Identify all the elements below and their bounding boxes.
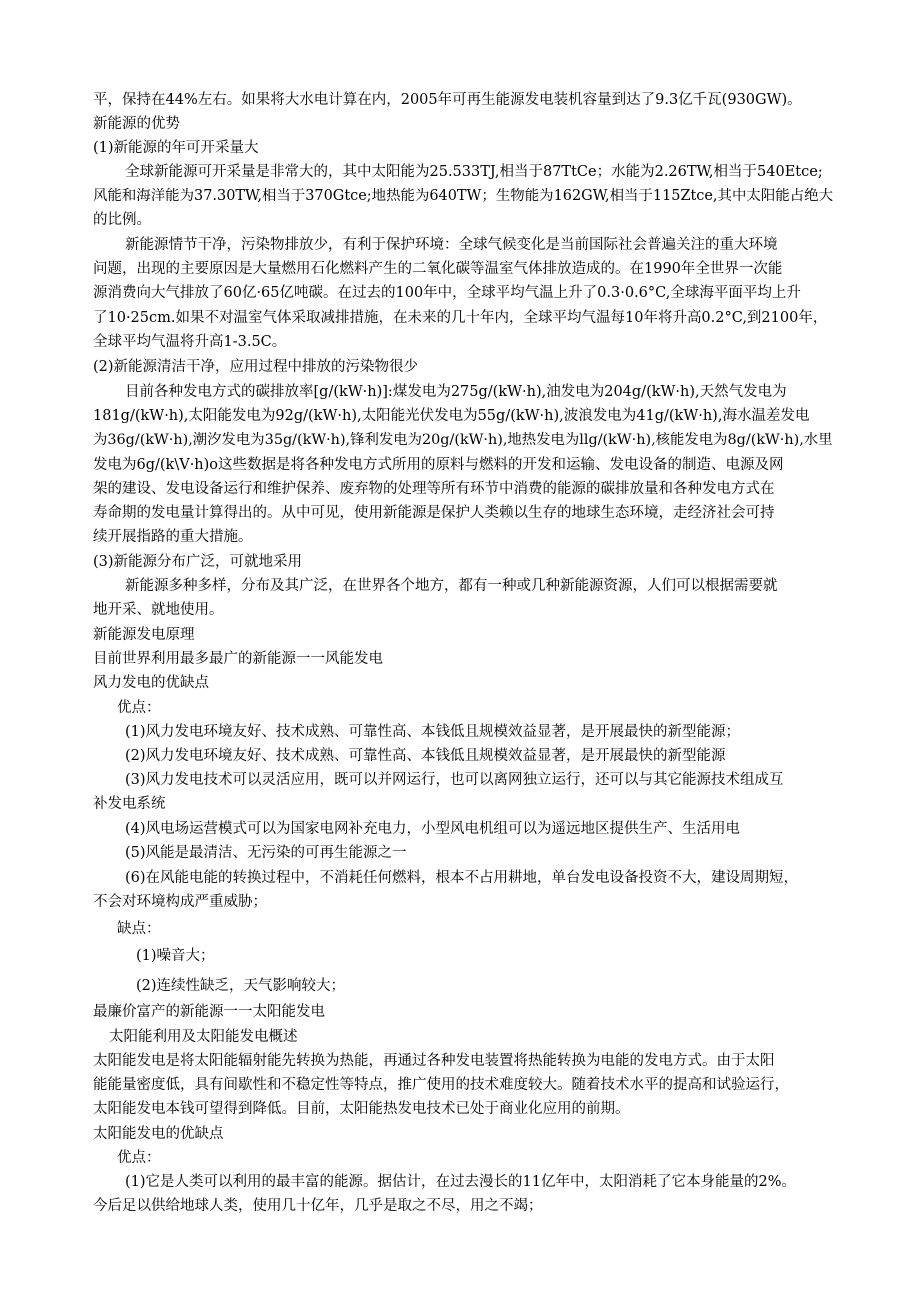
text-line: 能能量密度低，具有间歇性和不稳定性等特点，推广使用的技术难度较大。随着技术水平的提高和试验运行，	[93, 1077, 789, 1094]
text-line: (2)风力发电环境友好、技术成熟、可靠性高、本钱低且规模效益显著，是开展最快的新型能源	[125, 748, 726, 764]
subheading-wind-pros-cons	[93, 671, 833, 695]
subheading-advantage-3	[93, 550, 833, 574]
wind-pros-label	[93, 696, 833, 720]
section-heading-wind	[93, 647, 833, 671]
text-line: 太阳能发电本钱可望得到降低。目前，太阳能热发电技术已处于商业化应用的前期。	[93, 1101, 630, 1118]
paragraph-environment	[93, 233, 833, 354]
text-line: 不会对环境构成严重威胁；	[93, 894, 267, 911]
wind-con-item-2	[93, 974, 833, 998]
text-line: 的比例。	[93, 212, 151, 229]
heading-text: 太阳能发电的优缺点	[93, 1126, 224, 1142]
wind-pro-item-4	[93, 817, 833, 841]
text-line: (1)噪音大；	[136, 948, 215, 964]
text-line: 新能源多种多样，分布及其广泛，在世界各个地方，都有一种或几种新能源资源，人们可以根据需要就	[125, 578, 778, 594]
heading-text: (1)新能源的年可开采量大	[93, 140, 259, 156]
text-line: 地开采、就地使用。	[93, 602, 224, 619]
heading-text: 新能源的优势	[93, 116, 180, 132]
paragraph-emissions	[93, 380, 833, 549]
heading-text: 最廉价富产的新能源一一太阳能发电	[93, 1004, 325, 1020]
label-text: 优点：	[117, 700, 161, 716]
heading-text: (3)新能源分布广泛，可就地采用	[93, 554, 303, 570]
wind-pro-item-3	[93, 768, 833, 816]
text-line: (1)风力发电环境友好、技术成熟、可靠性高、本钱低且规模效益显著，是开展最快的新型能源；	[125, 724, 741, 740]
text-line: 发电为6g/(k\V·h)o这些数据是将各种发电方式所用的原料与燃料的开发和运输、发电设备的制造、电源及网	[93, 456, 784, 473]
text-line: (1)它是人类可以利用的最丰富的能源。据估计，在过去漫长的11亿年中，太阳消耗了它本身能量的2%。	[125, 1174, 796, 1190]
text-line: 全球新能源可开采量是非常大的，其中太阳能为25.533TJ,相当于87TtCe；水能为2.26TW,相当于540Etce;	[125, 164, 823, 180]
text-line: 新能源情节干净，污染物排放少，有利于保护环境：全球气候变化是当前国际社会普遍关注的重大环境	[125, 237, 778, 253]
text-line: 今后足以供给地球人类，使用几十亿年，几乎是取之不尽，用之不竭；	[93, 1198, 543, 1215]
text-line: 补发电系统	[93, 796, 166, 813]
wind-pro-item-5	[93, 841, 833, 865]
subheading-solar-overview	[93, 1025, 833, 1049]
solar-pros-label	[93, 1146, 833, 1170]
text-line: 181g/(kW·h),太阳能发电为92g/(kW·h),太阳能光伏发电为55g/(kW·h),波浪发电为41g/(kW·h),海水温差发电	[93, 408, 810, 425]
heading-text: 新能源发电原理	[93, 627, 195, 643]
intro-paragraph	[93, 88, 833, 112]
subheading-advantage-1	[93, 136, 833, 160]
text-line: 为36g/(kW·h),潮汐发电为35g/(kW·h),锋利发电为20g/(kW·h),地热发电为llg/(kW·h),核能发电为8g/(kW·h),水里	[93, 432, 833, 449]
heading-text: 太阳能利用及太阳能发电概述	[109, 1029, 298, 1045]
text-line: 问题，出现的主要原因是大量燃用石化燃料产生的二氧化碳等温室气体排放造成的。在1990年全世界一次能	[93, 261, 783, 278]
wind-pro-item-6	[93, 866, 833, 914]
text-line: 目前各种发电方式的碳排放率[g/(kW·h)]:煤发电为275g/(kW·h),油发电为204g/(kW·h),天然气发电为	[125, 384, 787, 400]
text-line: (2)连续性缺乏，天气影响较大；	[136, 978, 346, 994]
text-line: 架的建设、发电设备运行和维护保养、废弃物的处理等所有环节中消费的能源的碳排放量和各种发电方式在	[93, 480, 775, 497]
text-line: (5)风能是最清洁、无污染的可再生能源之一	[125, 845, 407, 861]
heading-text: 目前世界利用最多最广的新能源一一风能发电	[93, 651, 383, 667]
paragraph-distribution	[93, 574, 833, 622]
wind-pro-item-2	[93, 744, 833, 768]
paragraph-solar	[93, 1049, 833, 1122]
section-heading-advantages	[93, 112, 833, 136]
section-heading-principle	[93, 623, 833, 647]
subheading-solar-pros-cons	[93, 1122, 833, 1146]
text-line: 源消费向大气排放了60亿·65亿吨碳。在过去的100年中，全球平均气温上升了0.3·0.6°C,全球海平面平均上升	[93, 285, 801, 302]
wind-pro-item-1	[93, 720, 833, 744]
wind-cons-label	[93, 917, 833, 941]
heading-text: (2)新能源清洁干净，应用过程中排放的污染物很少	[93, 359, 419, 375]
text-line: 了10·25cm.如果不对温室气体采取减排措施，在未来的几十年内，全球平均气温每10年将升高0.2°C,到2100年，	[93, 309, 828, 326]
section-heading-solar	[93, 1000, 833, 1024]
text-line: 续开展指路的重大措施。	[93, 529, 253, 546]
label-text: 优点：	[117, 1150, 161, 1166]
subheading-advantage-2	[93, 355, 833, 379]
solar-pro-item-1	[93, 1170, 833, 1218]
text-line: 全球平均气温将升高1-3.5C。	[93, 333, 287, 350]
paragraph-reserves	[93, 160, 833, 233]
text-line: (6)在风能电能的转换过程中，不消耗任何燃料，根本不占用耕地，单台发电设备投资不大，建设周期短，	[125, 870, 799, 886]
text-line: 太阳能发电是将太阳能辐射能先转换为热能，再通过各种发电装置将热能转换为电能的发电方式。由于太阳	[93, 1053, 775, 1069]
text-line: 寿命期的发电量计算得出的。从中可见，使用新能源是保护人类赖以生存的地球生态环境，走经济社会可持	[93, 505, 775, 522]
text-line: (3)风力发电技术可以灵活应用，既可以并网运行，也可以离网独立运行，还可以与其它能源技术组成互	[125, 772, 784, 788]
text-line: 风能和海洋能为37.30TW,相当于370Gtce;地热能为640TW；生物能为162GW,相当于115Ztce,其中太阳能占绝大	[93, 188, 833, 205]
heading-text: 风力发电的优缺点	[93, 675, 209, 691]
text-line: (4)风电场运营模式可以为国家电网补充电力，小型风电机组可以为遥远地区提供生产、生活用电	[125, 821, 741, 837]
wind-con-item-1	[93, 944, 833, 968]
label-text: 缺点：	[117, 921, 161, 937]
text-line: 平，保持在44%左右。如果将大水电计算在内，2005年可再生能源发电装机容量到达了9.3亿千瓦(930GW)。	[93, 92, 802, 108]
